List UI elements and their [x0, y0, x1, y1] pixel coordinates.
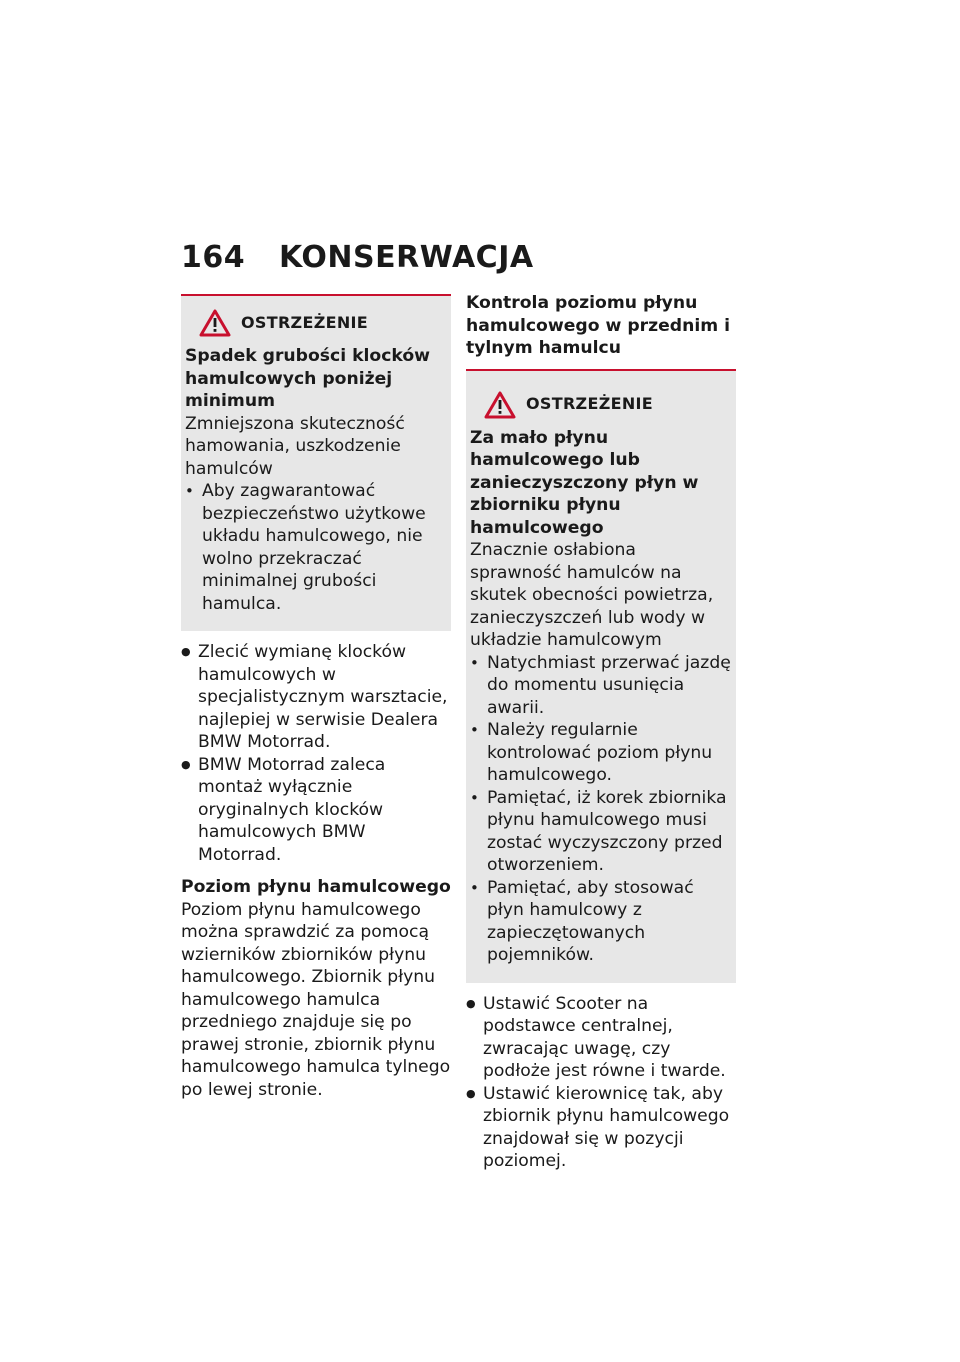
section-title: Poziom płynu hamulcowego: [181, 877, 451, 897]
chapter-title: KONSERWACJA: [279, 240, 534, 275]
list-item: ● Ustawić Scooter na podstawce centralnej, zwracając uwagę, czy podłoże jest równe i twarde.: [466, 993, 736, 1083]
warning-label: OSTRZEŻENIE: [241, 312, 368, 332]
list-item: • Natychmiast przerwać jazdę do momentu usunięcia awarii.: [470, 652, 732, 720]
list-item: ● Ustawić kierownicę tak, aby zbiornik płynu hamulcowego znajdował się w pozycji poziomej.: [466, 1083, 736, 1173]
action-list: [466, 993, 736, 1173]
warning-box: [181, 294, 451, 631]
list-item: • Pamiętać, aby stosować płyn hamulcowy z zapieczętowanych pojemników.: [470, 877, 732, 967]
page-number: 164: [181, 240, 246, 275]
warning-text: Znacznie osłabiona sprawność hamulców na skutek obecności powietrza, zanieczyszczeń lub wody w układzie hamulcowym: [470, 540, 714, 650]
warning-bullets: [185, 480, 447, 615]
action-list: [181, 641, 451, 866]
list-item: • Pamiętać, iż korek zbiornika płynu hamulcowego musi zostać wyczyszczony przed otworzeniem.: [470, 787, 732, 877]
warning-title: Za mało płynu hamulcowego lub zanieczyszczony płyn w zbiorniku płynu hamulcowego: [470, 427, 699, 538]
list-item: ● BMW Motorrad zaleca montaż wyłącznie oryginalnych klocków hamulcowych BMW Motorrad.: [181, 754, 451, 867]
warning-label: OSTRZEŻENIE: [526, 394, 653, 414]
section-title: Kontrola poziomu płynu hamulcowego w przednim i tylnym hamulcu: [466, 292, 736, 371]
warning-triangle-icon: [199, 309, 231, 337]
list-item: • Należy regularnie kontrolować poziom płynu hamulcowego.: [470, 719, 732, 787]
section-text: Poziom płynu hamulcowego można sprawdzić za pomocą wzierników zbiorników płynu hamulcowego. Zbiornik płynu hamulcowego hamulca przedniego znajduje się po prawej stronie, zbiornik płynu hamulcowego hamulca tylnego po lewej stronie.: [181, 899, 451, 1100]
left-column: [181, 294, 451, 1101]
page-header: [181, 240, 534, 280]
right-column: [466, 292, 736, 1173]
warning-header: [199, 309, 447, 337]
warning-box: [466, 371, 736, 983]
warning-text: Zmniejszona skuteczność hamowania, uszkodzenie hamulców: [185, 413, 405, 479]
warning-title: Spadek grubości klocków hamulcowych poniżej minimum: [185, 346, 431, 411]
warning-header: [484, 391, 732, 419]
list-item: • Aby zagwarantować bezpieczeństwo użytkowe układu hamulcowego, nie wolno przekraczać minimalnej grubości hamulca.: [185, 480, 447, 615]
list-item: ● Zlecić wymianę klocków hamulcowych w specjalistycznym warsztacie, najlepiej w serwisie Dealera BMW Motorrad.: [181, 641, 451, 754]
warning-bullets: [470, 652, 732, 967]
warning-triangle-icon: [484, 391, 516, 419]
